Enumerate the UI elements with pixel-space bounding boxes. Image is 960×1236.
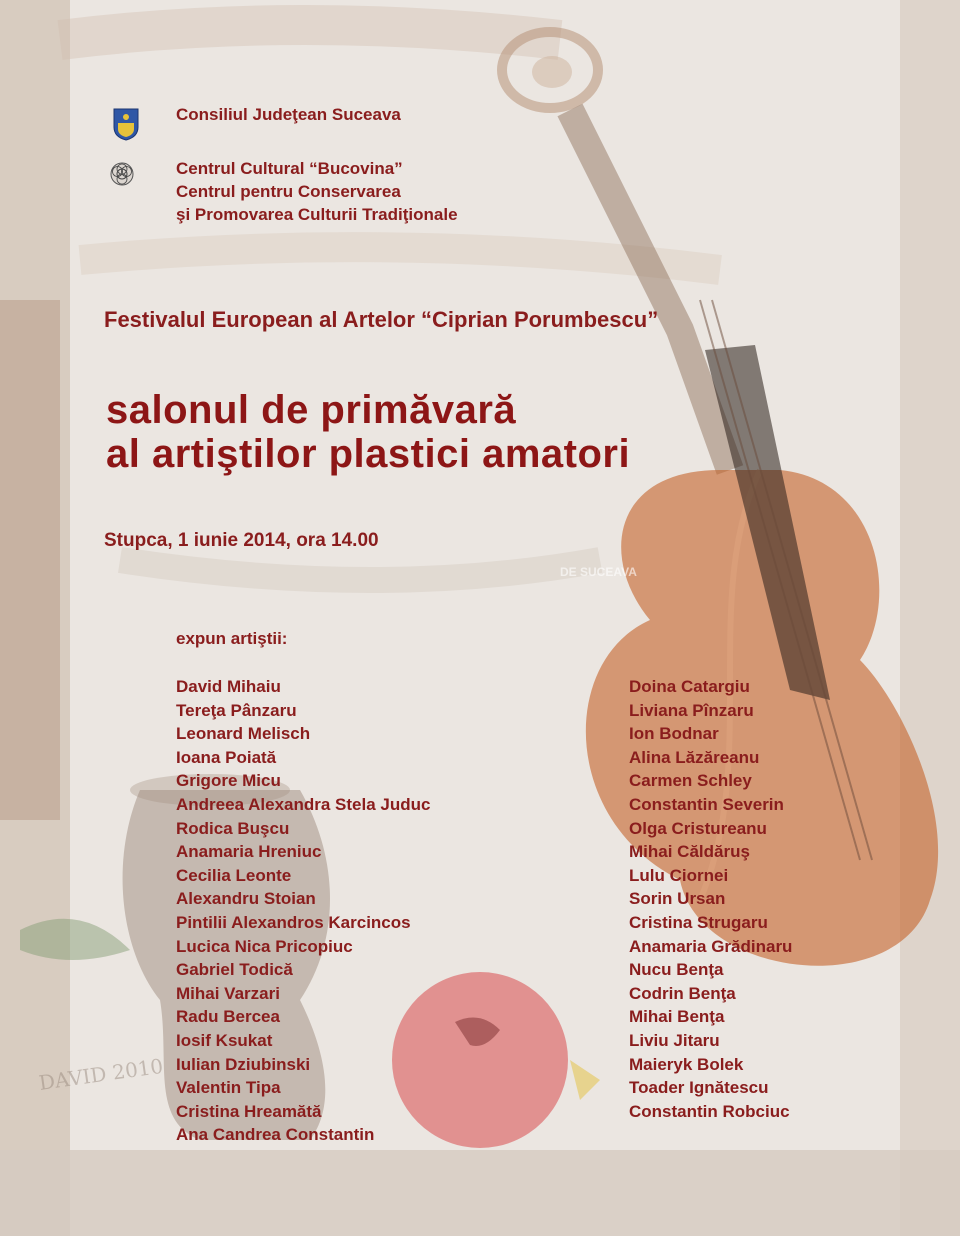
artist-name: Mihai Căldăruş xyxy=(629,842,750,862)
artist-name: Cristina Hreamătă xyxy=(176,1101,322,1121)
suceava-coat-of-arms-icon xyxy=(112,107,140,141)
artist-name: Liviana Pînzaru xyxy=(629,700,754,720)
artist-name: Alexandru Stoian xyxy=(176,889,316,909)
artist-name: Ion Bodnar xyxy=(629,724,719,744)
artist-name: Anamaria Hreniuc xyxy=(176,842,322,862)
artist-name: Anamaria Grădinaru xyxy=(629,936,793,956)
cultural-center-name xyxy=(176,157,458,226)
artist-name: Carmen Schley xyxy=(629,771,752,791)
artist-name: David Mihaiu xyxy=(176,677,281,696)
artist-name: Leonard Melisch xyxy=(176,724,311,744)
artist-name: Mihai Benţa xyxy=(629,1007,725,1027)
artist-name: Rodica Buşcu xyxy=(176,818,290,838)
artist-name: Doina Catargiu xyxy=(629,677,750,696)
artist-name: Andreea Alexandra Stela Juduc xyxy=(176,794,431,814)
artist-name: Liviu Jitaru xyxy=(629,1030,720,1050)
artist-name: Gabriel Todică xyxy=(176,960,293,980)
artist-name: Codrin Benţa xyxy=(629,983,736,1003)
county-council-name: Consiliul Judeţean Suceava xyxy=(176,105,401,124)
artist-name: Lucica Nica Pricopiuc xyxy=(176,936,353,956)
artist-name: Constantin Robciuc xyxy=(629,1101,790,1121)
artist-name: Sorin Ursan xyxy=(629,889,726,909)
artist-name: Toader Ignătescu xyxy=(629,1078,769,1098)
artists-list-left xyxy=(176,675,430,1147)
artist-name: Ana Candrea Constantin xyxy=(176,1125,375,1145)
cultural-center-line-1: Centrul Cultural “Bucovina” xyxy=(176,159,403,178)
artist-name: Alina Lăzăreanu xyxy=(629,747,760,767)
svg-text:DAVID 2010: DAVID 2010 xyxy=(37,1053,165,1095)
artist-name: Ioana Poiată xyxy=(176,747,277,767)
event-title-line-2: al artiştilor plastici amatori xyxy=(106,432,631,476)
artist-name: Constantin Severin xyxy=(629,794,784,814)
artists-heading: expun artiştii: xyxy=(176,629,288,648)
bucovina-rosette-icon xyxy=(110,160,134,188)
artist-name: Cecilia Leonte xyxy=(176,865,292,885)
event-title-line-1: salonul de primăvară xyxy=(106,388,517,432)
cultural-center-line-2: Centrul pentru Conservarea xyxy=(176,182,401,201)
watermark-text: DE SUCEAVA xyxy=(560,565,637,579)
artist-name: Lulu Ciornei xyxy=(629,865,729,885)
artist-name: Radu Bercea xyxy=(176,1007,280,1027)
event-title xyxy=(106,388,630,476)
event-place-date: Stupca, 1 iunie 2014, ora 14.00 xyxy=(104,530,379,551)
artist-name: Maieryk Bolek xyxy=(629,1054,744,1074)
artist-name: Olga Cristureanu xyxy=(629,818,767,838)
artist-name: Iosif Ksukat xyxy=(176,1030,273,1050)
artists-list-right xyxy=(629,675,792,1123)
cultural-center-line-3: şi Promovarea Culturii Tradiţionale xyxy=(176,205,458,224)
festival-title: Festivalul European al Artelor “Ciprian Porumbescu” xyxy=(104,307,659,332)
artist-name: Tereţa Pânzaru xyxy=(176,700,297,720)
artist-name: Pintilii Alexandros Karcincos xyxy=(176,912,411,932)
artist-name: Nucu Benţa xyxy=(629,960,724,980)
artist-name: Cristina Strugaru xyxy=(629,912,768,932)
artist-name: Iulian Dziubinski xyxy=(176,1054,311,1074)
artist-name: Grigore Micu xyxy=(176,771,281,791)
artist-name: Mihai Varzari xyxy=(176,983,280,1003)
artist-name: Valentin Tipa xyxy=(176,1078,281,1098)
